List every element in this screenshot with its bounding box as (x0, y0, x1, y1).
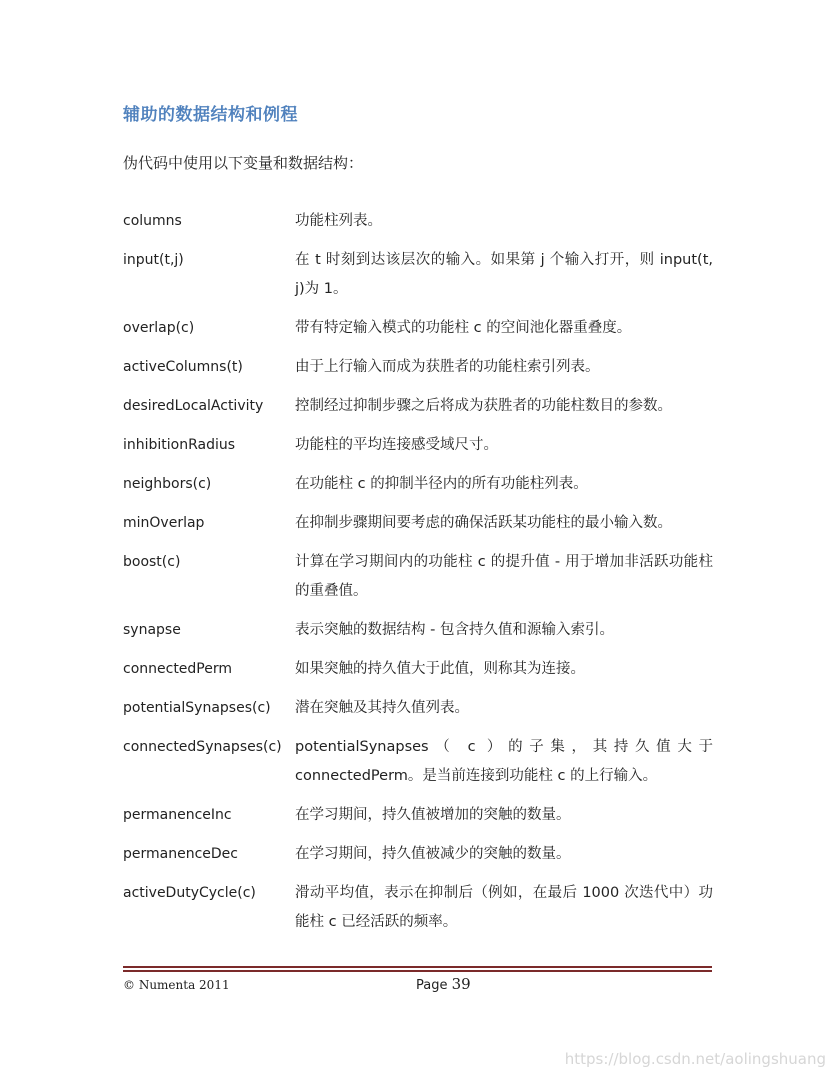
definition-row (123, 619, 713, 645)
definition-row (123, 434, 713, 460)
definition-description: 在学习期间，持久值被增加的突触的数量。 (295, 807, 571, 823)
definition-description: 由于上行输入而成为获胜者的功能柱索引列表。 (295, 359, 600, 375)
definition-description: 在功能柱 c 的抑制半径内的所有功能柱列表。 (295, 476, 588, 492)
definition-description: 计算在学习期间内的功能柱 c 的提升值 - 用于增加非活跃功能柱的重叠值。 (295, 554, 713, 599)
definition-description: 滑动平均值，表示在抑制后（例如，在最后 1000 次迭代中）功能柱 c 已经活跃的频率。 (295, 885, 713, 930)
definition-term: minOverlap (123, 515, 205, 531)
definition-description: 功能柱的平均连接感受域尺寸。 (295, 437, 498, 453)
definition-term: boost(c) (123, 554, 181, 570)
definition-description: 在抑制步骤期间要考虑的确保活跃某功能柱的最小输入数。 (295, 515, 672, 531)
definition-row (123, 843, 713, 869)
definition-term: connectedPerm (123, 661, 233, 677)
definition-description: 控制经过抑制步骤之后将成为获胜者的功能柱数目的参数。 (295, 398, 672, 414)
definition-term: overlap(c) (123, 320, 195, 336)
footer-rule-bottom (123, 970, 712, 972)
definition-term: activeColumns(t) (123, 359, 243, 375)
definition-row (123, 210, 713, 236)
definition-description: 带有特定输入模式的功能柱 c 的空间池化器重叠度。 (295, 320, 632, 336)
footer-rule-top (123, 966, 712, 968)
definition-description: 在学习期间，持久值被减少的突触的数量。 (295, 846, 571, 862)
definition-term: permanenceInc (123, 807, 232, 823)
definition-term: potentialSynapses(c) (123, 700, 271, 716)
definition-description: 潜在突触及其持久值列表。 (295, 700, 469, 716)
definition-row (123, 249, 713, 304)
watermark: https://blog.csdn.net/aolingshuang (564, 1050, 826, 1068)
definition-description: 如果突触的持久值大于此值，则称其为连接。 (295, 661, 585, 677)
definition-term: input(t,j) (123, 252, 184, 268)
intro-text: 伪代码中使用以下变量和数据结构： (123, 154, 364, 172)
definition-term: connectedSynapses(c) (123, 739, 282, 755)
definition-row (123, 395, 713, 421)
definition-row (123, 697, 713, 723)
definition-term: desiredLocalActivity (123, 398, 264, 414)
definition-row (123, 658, 713, 684)
definition-row (123, 882, 713, 937)
page-number: 39 (451, 975, 471, 993)
definition-term: permanenceDec (123, 846, 238, 862)
definition-row (123, 317, 713, 343)
definition-row (123, 356, 713, 382)
footer-copyright: © Numenta 2011 (123, 978, 230, 992)
definition-row (123, 512, 713, 538)
definition-description: 功能柱列表。 (295, 213, 382, 229)
definition-row (123, 736, 713, 791)
definition-term: columns (123, 213, 182, 229)
definition-description: 在 t 时刻到达该层次的输入。如果第 j 个输入打开，则 input(t, j)为 1。 (295, 252, 713, 297)
definition-row (123, 551, 713, 606)
page-label: Page (416, 978, 448, 993)
definition-term: synapse (123, 622, 181, 638)
definition-term: activeDutyCycle(c) (123, 885, 256, 901)
definition-term: inhibitionRadius (123, 437, 236, 453)
definition-term: neighbors(c) (123, 476, 212, 492)
definition-list (123, 210, 713, 950)
footer-page (416, 975, 471, 993)
definition-row (123, 473, 713, 499)
definition-row (123, 804, 713, 830)
section-heading: 辅助的数据结构和例程 (123, 105, 298, 125)
definition-description: 表示突触的数据结构 - 包含持久值和源输入索引。 (295, 622, 614, 638)
definition-description: potentialSynapses（ c ）的子集，其持久值大于 connectedPerm。是当前连接到功能柱 c 的上行输入。 (295, 739, 713, 784)
